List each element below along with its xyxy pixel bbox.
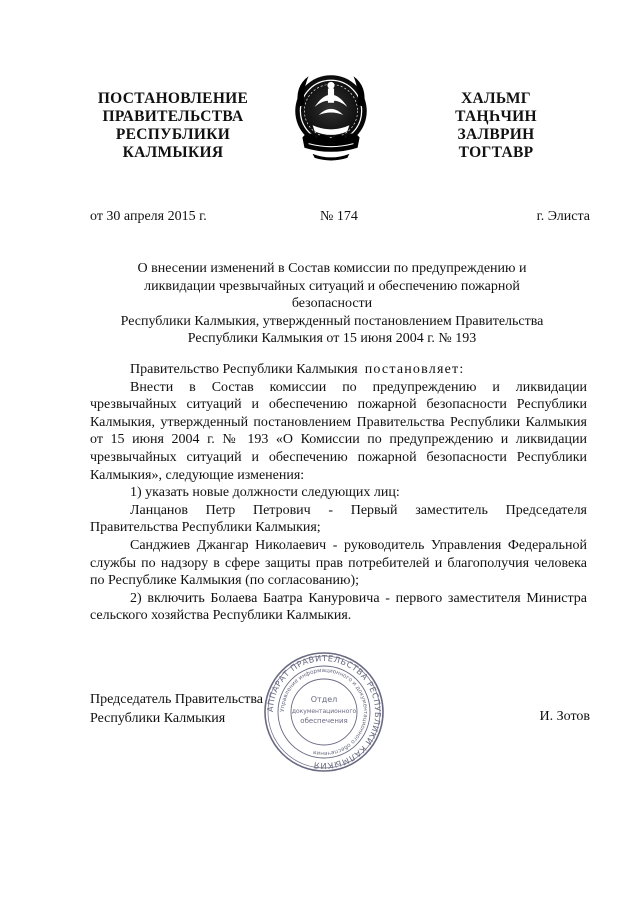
- document-city: г. Элиста: [536, 209, 590, 224]
- header-left-line: КАЛМЫКИЯ: [122, 144, 224, 161]
- svg-text:Отдел: Отдел: [310, 695, 338, 704]
- header-right-line: ТАҢҺЧИН: [455, 108, 537, 125]
- header-left-line: ПРАВИТЕЛЬСТВА: [102, 108, 244, 125]
- item-2: 2) включить Болаева Баатра Кануровича - первого заместителя Министра сельского хозяйства Республики Калмыкия.: [90, 590, 587, 624]
- svg-text:АППАРАТ ПРАВИТЕЛЬСТВА РЕСПУБЛИ: АППАРАТ ПРАВИТЕЛЬСТВА РЕСПУБЛИКИ КАЛМЫКИЯ: [264, 652, 384, 772]
- person-2: Санджиев Джангар Николаевич - руководитель Управления Федеральной службы по надзору в сфере защиты прав потребителей и благополучия человека по Республике Калмыкия (по согласованию);: [90, 537, 587, 589]
- title-line: О внесении изменений в Состав комиссии по предупреждению и: [137, 261, 527, 276]
- header-right-line: ЗАЛВРИН: [457, 126, 535, 143]
- svg-text:обеспечения: обеспечения: [300, 717, 348, 725]
- signatory-line: Республики Калмыкия: [90, 711, 226, 726]
- document-number: № 174: [320, 209, 358, 224]
- header-right-line: ТОГТАВР: [458, 144, 534, 161]
- intro-text: Правительство Республики Калмыкия: [130, 362, 358, 377]
- decree-word: постановляет:: [364, 362, 465, 377]
- title-line: Республики Калмыкия, утвержденный постановлением Правительства: [120, 313, 544, 329]
- official-stamp-icon: [262, 650, 386, 774]
- title-line: ликвидации чрезвычайных ситуаций и обеспечению пожарной безопасности: [144, 278, 520, 312]
- svg-text:Управление информационного и д: Управление информационного и документационного обеспечения: [279, 667, 369, 757]
- document-date: от 30 апреля 2015 г.: [90, 209, 207, 224]
- document-title: [108, 260, 556, 348]
- signatory-name: И. Зотов: [539, 709, 590, 724]
- header-right-line: ХАЛЬМГ: [461, 90, 531, 107]
- header-right-title: [436, 90, 556, 162]
- header-left-line: ПОСТАНОВЛЕНИЕ: [97, 90, 249, 107]
- person-1: Ланцанов Петр Петрович - Первый заместитель Председателя Правительства Республики Калмыкия;: [90, 502, 587, 536]
- title-line: Республики Калмыкия от 15 июня 2004 г. № 193: [187, 331, 477, 347]
- header-left-title: [78, 90, 268, 162]
- signatory-line: Председатель Правительства: [90, 692, 263, 707]
- item-1: 1) указать новые должности следующих лиц:: [130, 485, 400, 501]
- paragraph-main: Внести в Состав комиссии по предупреждению и ликвидации чрезвычайных ситуаций и обеспечению пожарной безопасности Республики Калмыкия, утвержденный постановлением Правительства Республики Калмыкия от 15 июня 2004 г. № 193 «О Комиссии по предупреждению и ликвидации чрезвычайных ситуаций и обеспечению пожарной безопасности Республики Калмыкия», следующие изменения:: [90, 379, 587, 483]
- svg-text:документационного: документационного: [291, 708, 357, 715]
- header-left-line: РЕСПУБЛИКИ: [115, 126, 231, 143]
- intro-paragraph: [90, 361, 587, 379]
- signatory-title: [90, 690, 263, 728]
- kalmykia-emblem-icon: [290, 66, 372, 162]
- document-body: [90, 361, 587, 625]
